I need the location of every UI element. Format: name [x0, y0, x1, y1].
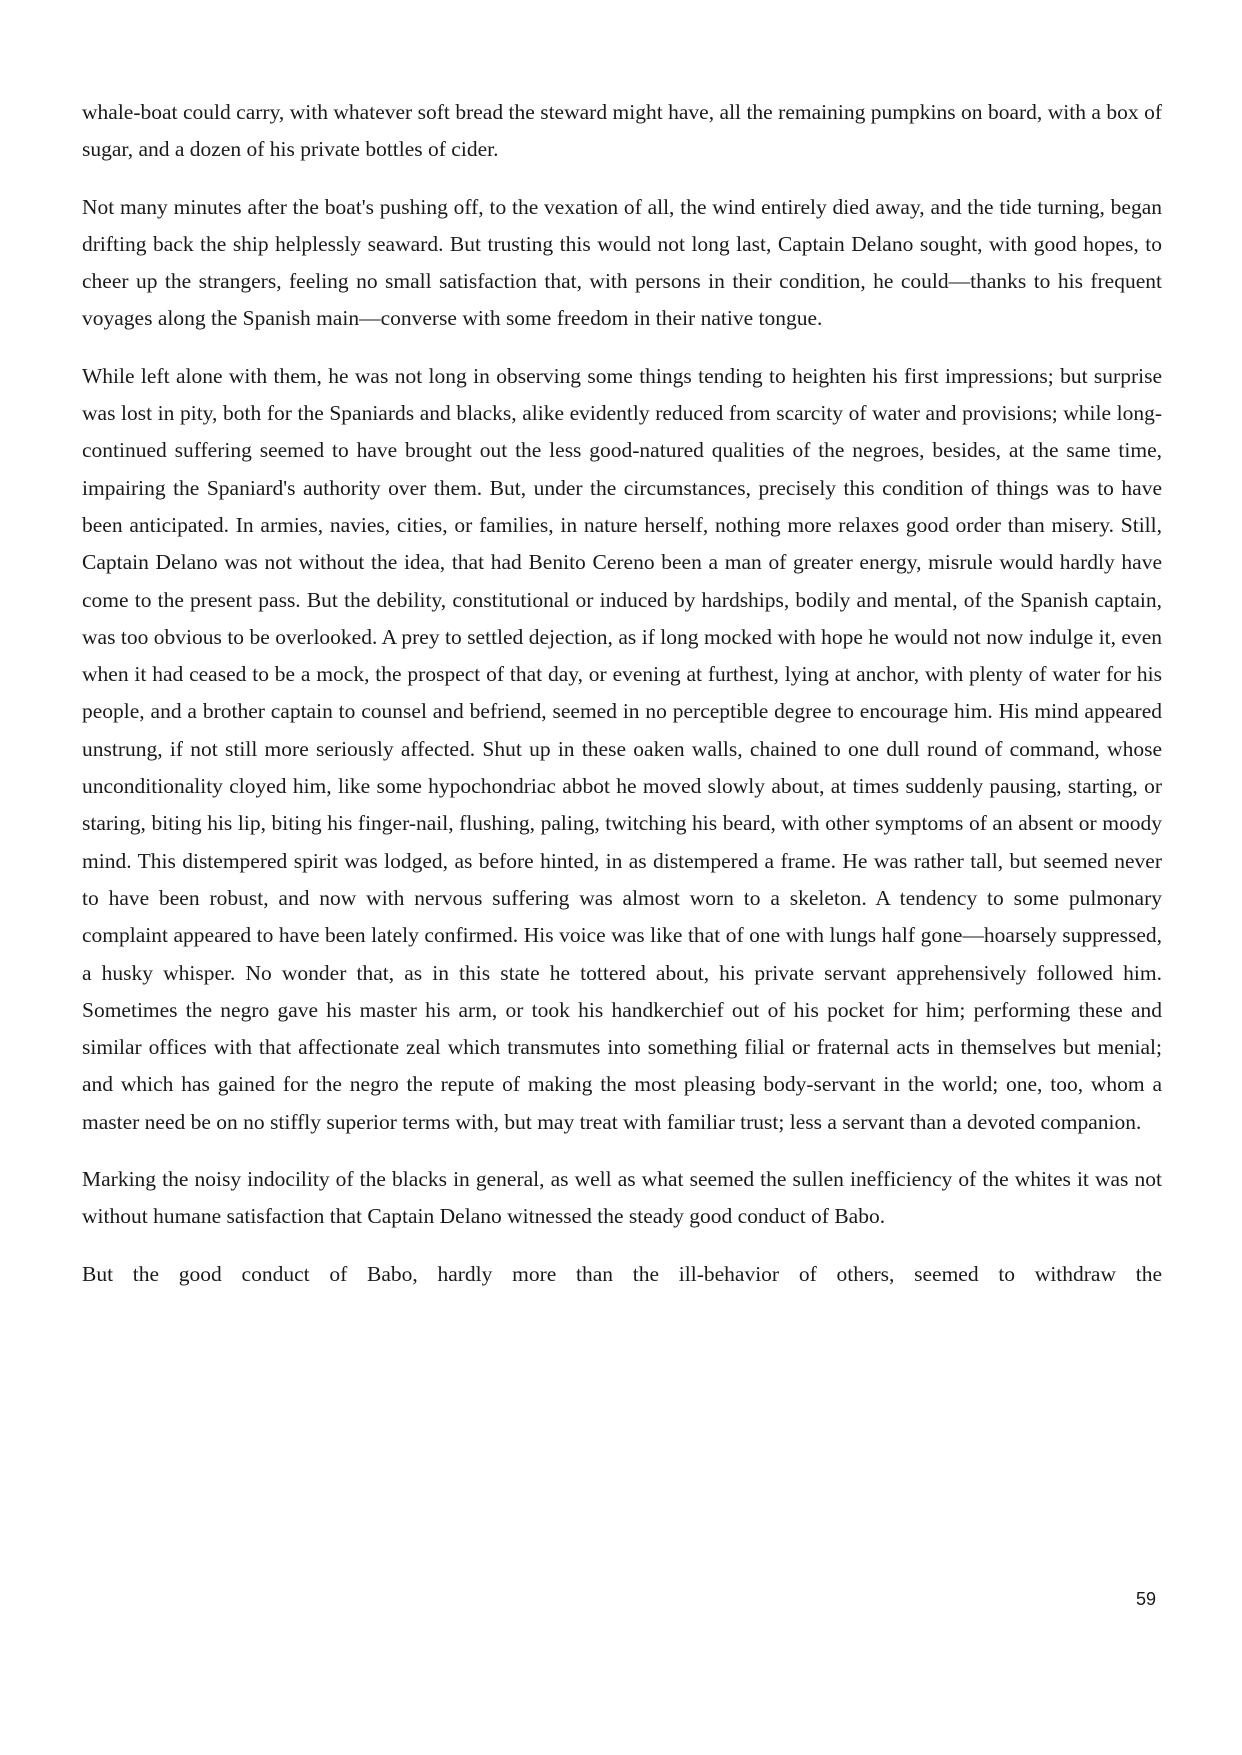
body-text — [82, 94, 1162, 1313]
paragraph-1: whale-boat could carry, with whatever soft bread the steward might have, all the remaining pumpkins on board, with a box of sugar, and a dozen of his private bottles of cider. — [82, 100, 1162, 162]
paragraph-3: While left alone with them, he was not long in observing some things tending to heighten his first impressions; but surprise was lost in pity, both for the Spaniards and blacks, alike evidently reduced from scarcity of water and provisions; while long-continued suffering seemed to have brought out the less good-natured qualities of the negroes, besides, at the same time, impairing the Spaniard's authority over them. But, under the circumstances, precisely this condition of things was to have been anticipated. In armies, navies, cities, or families, in nature herself, nothing more relaxes good order than misery. Still, Captain Delano was not without the idea, that had Benito Cereno been a man of greater energy, misrule would hardly have come to the present pass. But the debility, constitutional or induced by hardships, bodily and mental, of the Spanish captain, was too obvious to be overlooked. A prey to settled dejection, as if long mocked with hope he would not now indulge it, even when it had ceased to be a mock, the prospect of that day, or evening at furthest, lying at anchor, with plenty of water for his people, and a brother captain to counsel and befriend, seemed in no perceptible degree to encourage him. His mind appeared unstrung, if not still more seriously affected. Shut up in these oaken walls, chained to one dull round of command, whose unconditionality cloyed him, like some hypochondriac abbot he moved slowly about, at times suddenly pausing, starting, or staring, biting his lip, biting his finger-nail, flushing, paling, twitching his beard, with other symptoms of an absent or moody mind. This distempered spirit was lodged, as before hinted, in as distempered a frame. He was rather tall, but seemed never to have been robust, and now with nervous suffering was almost worn to a skeleton. A tendency to some pulmonary complaint appeared to have been lately confirmed. His voice was like that of one with lungs half gone—hoarsely suppressed, a husky whisper. No wonder that, as in this state he tottered about, his private servant apprehensively followed him. Sometimes the negro gave his master his arm, or took his handkerchief out of his pocket for him; performing these and similar offices with that affectionate zeal which transmutes into something filial or fraternal acts in themselves but menial; and which has gained for the negro the repute of making the most pleasing body-servant in the world; one, too, whom a master need be on no stiffly superior terms with, but may treat with familiar trust; less a servant than a devoted companion. — [82, 363, 1162, 1134]
page-number: 59 — [1135, 1589, 1156, 1609]
paragraph-2: Not many minutes after the boat's pushing off, to the vexation of all, the wind entirely died away, and the tide turning, began drifting back the ship helplessly seaward. But trusting this would not long last, Captain Delano sought, with good hopes, to cheer up the strangers, feeling no small satisfaction that, with persons in their condition, he could—thanks to his frequent voyages along the Spanish main—converse with some freedom in their native tongue. — [82, 194, 1162, 331]
paragraph-5: But the good conduct of Babo, hardly more than the ill-behavior of others, seemed to withdraw the — [82, 1261, 1162, 1286]
paragraph-4: Marking the noisy indocility of the blacks in general, as well as what seemed the sullen inefficiency of the whites it was not without humane satisfaction that Captain Delano witnessed the steady good conduct of Babo. — [82, 1167, 1162, 1229]
